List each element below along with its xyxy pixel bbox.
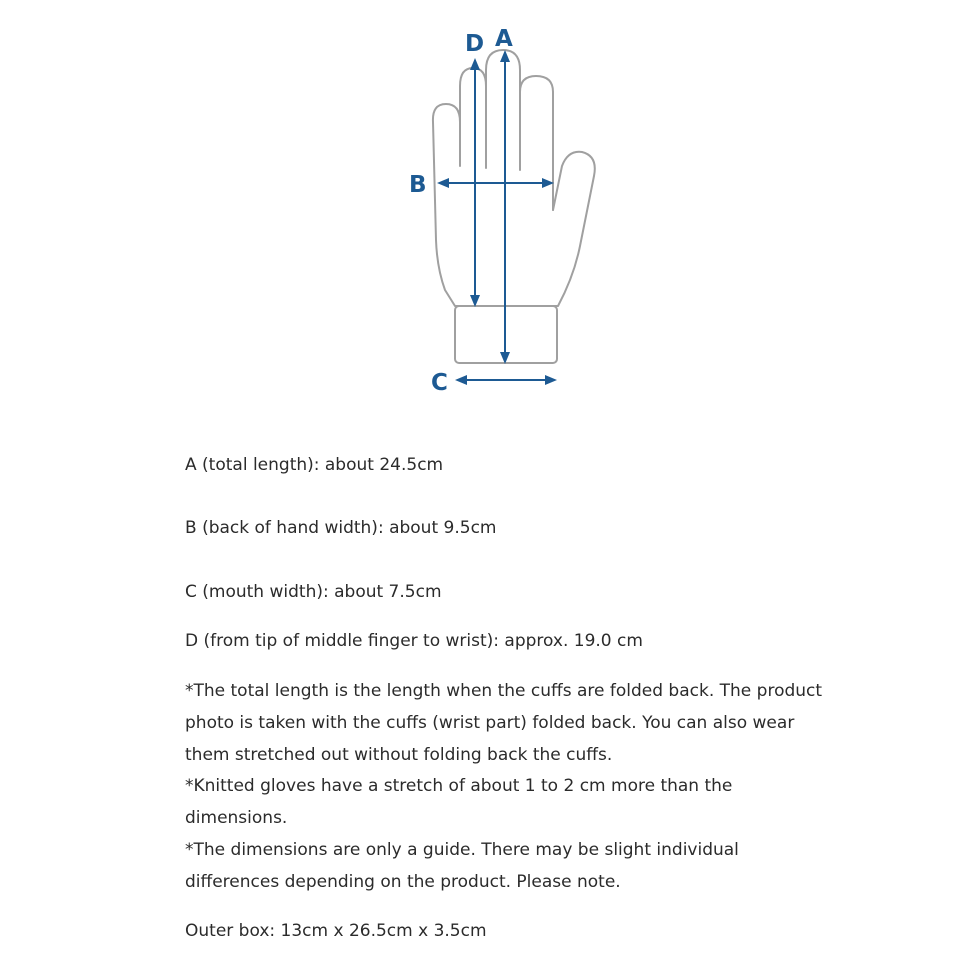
spec-a: A (total length): about 24.5cm [185,455,444,475]
arrow-c [455,375,557,385]
notes-block [185,676,825,899]
label-c: C [431,370,448,396]
note-total-length: *The total length is the length when the cuffs are folded back. The product photo is taken with the cuffs (wrist part) folded back. You can also wear them stretched out without folding back the cuffs. [185,681,823,765]
note-stretch: *Knitted gloves have a stretch of about 1 to 2 cm more than the dimensions. [185,776,733,829]
glove-size-diagram [0,0,980,420]
label-d: D [465,31,485,57]
outer-box-dimensions: Outer box: 13cm x 26.5cm x 3.5cm [185,921,487,941]
glove-outline [433,50,595,363]
note-guide: *The dimensions are only a guide. There may be slight individual differences depending on the product. Please note. [185,839,739,892]
arrow-b [437,178,554,188]
spec-b: B (back of hand width): about 9.5cm [185,518,497,538]
label-a: A [495,26,513,52]
spec-d: D (from tip of middle finger to wrist): approx. 19.0 cm [185,631,643,651]
label-b: B [409,172,427,198]
spec-c: C (mouth width): about 7.5cm [185,582,442,602]
arrow-a [500,50,510,364]
